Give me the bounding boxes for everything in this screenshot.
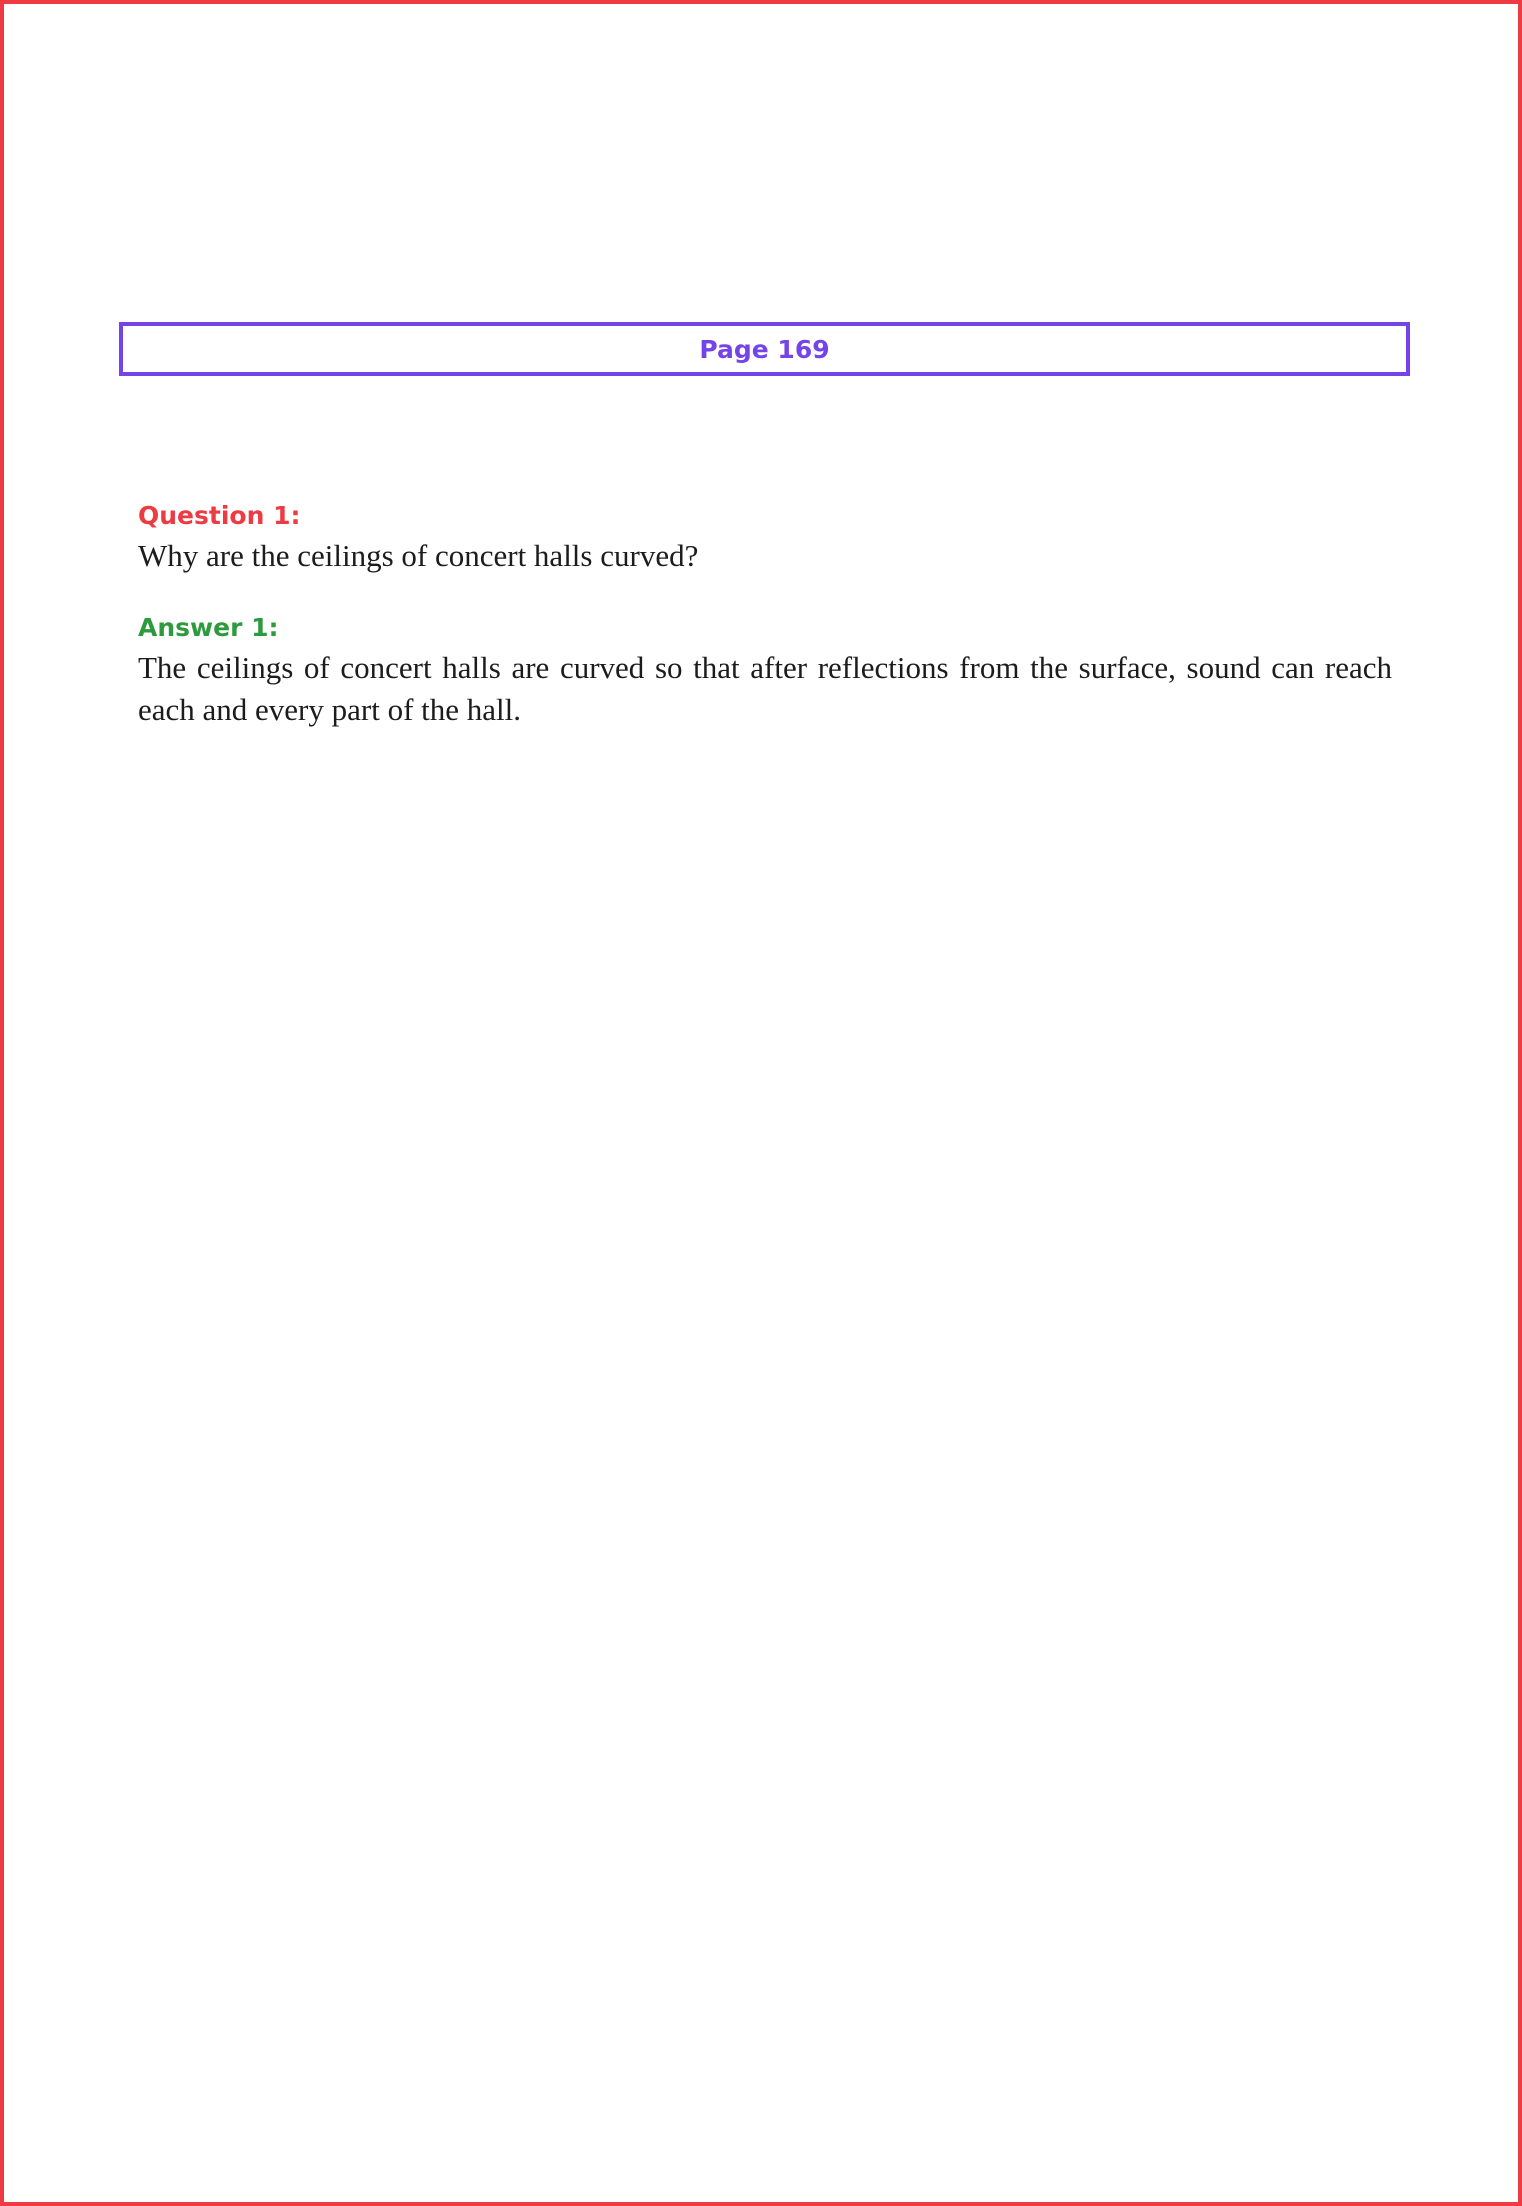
question-text: Why are the ceilings of concert halls curved?	[138, 538, 699, 573]
answer-section	[138, 611, 1392, 731]
question-section	[138, 499, 1392, 577]
page-number-banner	[119, 322, 1410, 376]
question-label: Question 1:	[138, 501, 301, 530]
answer-text: The ceilings of concert halls are curved so that after reflections from the surface, sound can reach each and every part of the hall.	[138, 650, 1392, 727]
page-number-label: Page 169	[699, 334, 830, 364]
answer-label: Answer 1:	[138, 613, 279, 642]
